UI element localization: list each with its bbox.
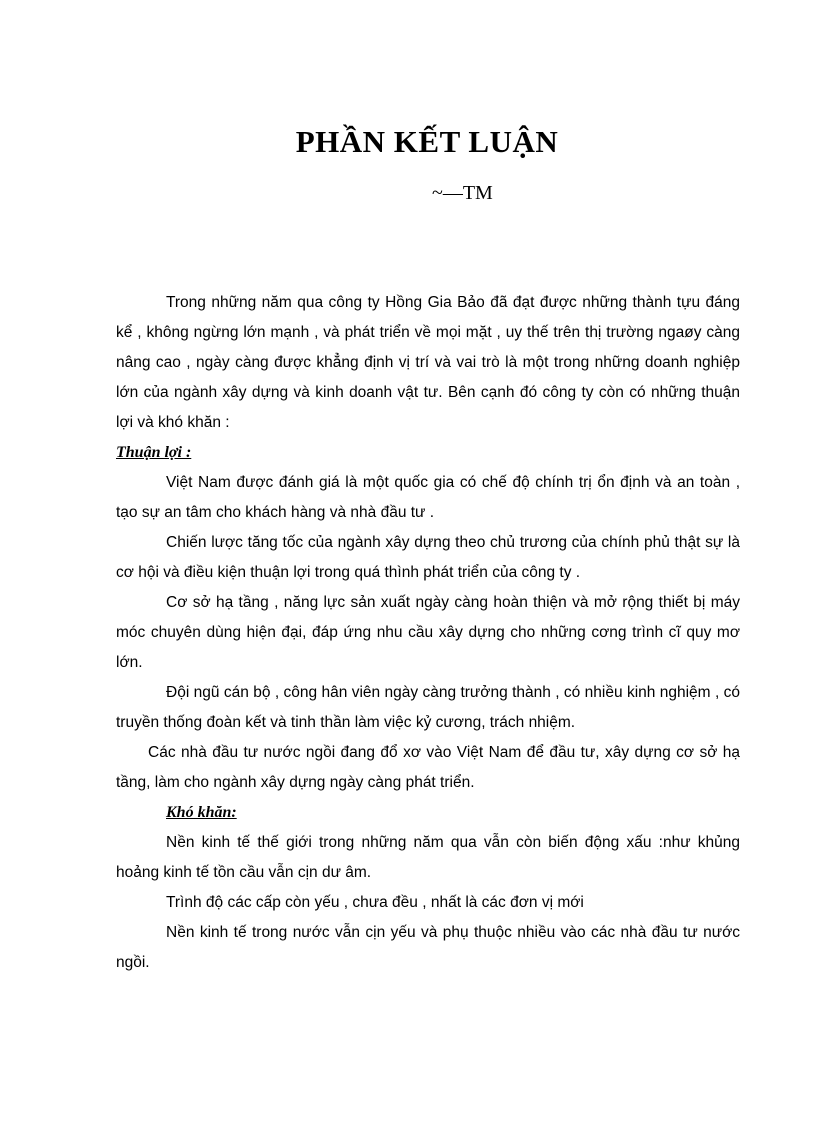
advantage-item: Việt Nam được đánh giá là một quốc gia có chế độ chính trị ổn định và an toàn , tạo sự an tâm cho khách hàng và nhà đầu tư .	[116, 474, 740, 521]
difficulties-heading-line	[116, 798, 740, 828]
page-subtitle: ~—TM	[432, 182, 493, 204]
difficulty-item: Nền kinh tế trong nước vẫn cịn yếu và phụ thuộc nhiều vào các nhà đầu tư nước ngồi.	[116, 924, 740, 971]
advantage-item: Cơ sở hạ tầng , năng lực sản xuất ngày càng hoàn thiện và mở rộng thiết bị máy móc chuyên dùng hiện đại, đáp ứng nhu cầu xây dựng cho những cơng trình cĩ quy mơ lớn.	[116, 594, 740, 671]
document-body	[116, 288, 740, 978]
difficulties-heading: Khó khăn:	[166, 804, 237, 821]
difficulty-item: Nền kinh tế thế giới trong những năm qua vẫn còn biến động xấu :như khủng hoảng kinh tế tồn cầu vẫn cịn dư âm.	[116, 834, 740, 881]
difficulty-item: Trình độ các cấp còn yếu , chưa đều , nhất là các đơn vị mới	[166, 894, 584, 911]
advantage-item: Các nhà đầu tư nước ngồi đang đổ xơ vào Việt Nam để đầu tư, xây dựng cơ sở hạ tầng, làm cho ngành xây dựng ngày càng phát triển.	[116, 744, 740, 791]
advantage-item: Đội ngũ cán bộ , công hân viên ngày càng trưởng thành , có nhiều kinh nghiệm , có truyền thống đoàn kết và tinh thần làm việc kỷ cương, trách nhiệm.	[116, 684, 740, 731]
advantages-heading-line	[116, 438, 740, 468]
page-title: PHẦN KẾT LUẬN	[295, 124, 559, 159]
intro-paragraph: Trong những năm qua công ty Hồng Gia Bảo đã đạt được những thành tựu đáng kể , không ngừng lớn mạnh , và phát triển về mọi mặt , uy thế trên thị trường ngaøy càng nâng cao , ngày càng được khẳng định vị trí và vai trò là một trong những doanh nghiệp lớn của ngành xây dựng và kinh doanh vật tư. Bên cạnh đó công ty còn có những thuận lợi và khó khăn :	[116, 294, 740, 431]
advantage-item: Chiến lược tăng tốc của ngành xây dựng theo chủ trương của chính phủ thật sự là cơ hội và điều kiện thuận lợi trong quá thình phát triển của công ty .	[116, 534, 740, 581]
advantages-heading: Thuận lợi :	[116, 444, 192, 461]
